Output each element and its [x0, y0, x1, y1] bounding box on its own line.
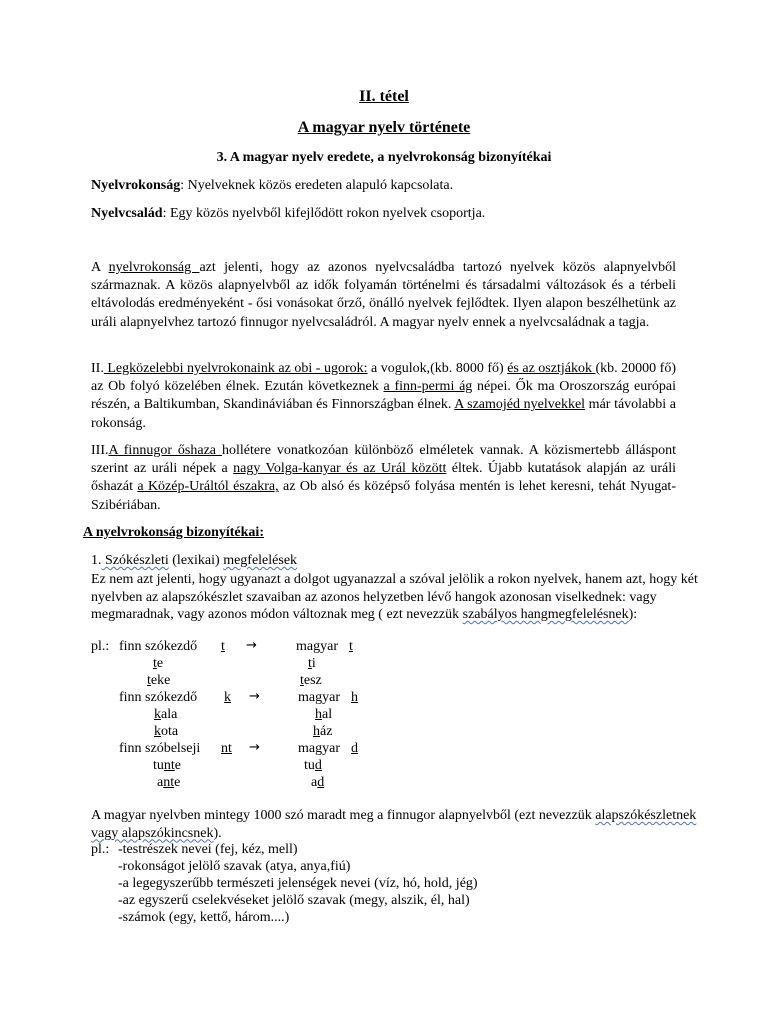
- para2-finn-permi: a finn-permi ág: [383, 379, 473, 395]
- magyar-label: magyar: [298, 690, 340, 705]
- list-item: -a legegyszerűbb természeti jelenségek nevei (víz, hó, hold, jég): [118, 876, 478, 891]
- group-label: finn szóbelseji: [119, 741, 201, 756]
- magyar-example: [304, 757, 322, 774]
- magyar-letter: t: [349, 639, 353, 654]
- group-label: finn szókezdő: [119, 639, 198, 654]
- magyar-example-pre: a: [311, 775, 318, 790]
- finn-example-rest: ota: [161, 724, 179, 739]
- finn-letter: k: [224, 690, 231, 705]
- finn-example-rest: e: [156, 656, 164, 671]
- finn-example-pre: a: [157, 775, 164, 790]
- finn-example: [154, 706, 177, 723]
- para3-text-c: hollétere vonatkozóan különböző elméletek vannak. A közismertebb álláspont szerint az uráli népek a: [91, 443, 676, 477]
- magyar-example-rest: al: [322, 707, 333, 722]
- evidence-text-a: Ez nem azt jelenti, hogy ugyanazt a dolgot ugyanazzal a szóval jelölik a rokon nyelvek, hanem azt, hogy két nyelvben az alapszókészlet szavaiban az azonos helyzetben lévő hangok azonosan viselkednek: vagy megmaradnak, vagy azonos módon változnak meg ( ezt nevezzük: [91, 572, 698, 622]
- magyar-letter: h: [351, 690, 358, 705]
- magyar-example-sound: d: [314, 758, 322, 773]
- magyar-example-sound: t: [308, 656, 312, 671]
- definition-text: : Egy közös nyelvből kifejlődött rokon nyelvek csoportja.: [162, 206, 486, 221]
- list-item: -az egyszerű cselekvéseket jelölő szavak (megy, alszik, él, hal): [118, 893, 470, 908]
- magyar-example-sound: h: [315, 707, 322, 722]
- evidence-title-a: Szókészleti: [101, 553, 169, 568]
- para3-text-a: III.: [91, 443, 109, 458]
- pl-label: pl.:: [91, 639, 110, 654]
- magyar-example-rest: i: [311, 656, 316, 671]
- para3-text-e: éltek. Újabb kutatások alapján az uráli őshazát: [91, 461, 676, 495]
- para2-obi-ugorok: Legközelebbi nyelvrokonaink az obi - ugorok:: [103, 361, 368, 376]
- definition-term: Nyelvrokonság: [91, 178, 181, 193]
- para2-text-i: már távolabbi a rokonság.: [91, 397, 676, 431]
- evidence-title-c: megfelelések: [223, 553, 298, 568]
- group-label: finn szókezdő: [119, 690, 198, 705]
- finn-example-sound: k: [154, 724, 161, 739]
- evidence-text: [91, 571, 711, 624]
- para1-text-c: azt jelenti, hogy az azonos nyelvcsaládba tartozó nyelvek közös alapnyelvből származnak. A közös alapnyelvből az idők folyamán történelmi és társadalmi változások és a térbeli eltávolodás eredményeként - ősi vonásokat őrző, önálló nyelvek fejlődtek. Ilyen alapon beszélhetünk az uráli alapnyelvhez tartozó finnugor nyelvcsaládról. A magyar nyelv ennek a nyelvcsaládnak a tagja.: [91, 260, 676, 330]
- finn-example-rest: e: [174, 775, 181, 790]
- definition-nyelvrokonsag: [91, 177, 453, 194]
- definition-term: Nyelvcsalád: [91, 206, 163, 221]
- para2-text-e: (kb. 20000 fő) az Ob folyó közelében élnek. Ezután következnek: [91, 361, 676, 395]
- summary-alapszokeszlet: alapszókészletnek vagy alapszókincsnek: [91, 808, 697, 841]
- summary-text-c: ).: [213, 825, 222, 841]
- page-subtitle: 3. A magyar nyelv eredete, a nyelvrokonság bizonyítékai: [216, 150, 552, 165]
- magyar-example-sound: t: [300, 673, 304, 688]
- finn-example: [147, 672, 170, 689]
- magyar-example-rest: esz: [303, 673, 322, 688]
- finn-example-sound: nt: [163, 758, 175, 773]
- magyar-example-rest: áz: [320, 724, 333, 739]
- section-heading: A nyelvrokonság bizonyítékai:: [83, 525, 264, 540]
- evidence-hangmegfeleles: szabályos hangmegfelelésnek: [462, 607, 629, 622]
- para3-text-g: az Ob alsó és középső folyása mentén is lehet keresni, tehát Nyugat-Szibériában.: [91, 479, 676, 513]
- summary-text-a: A magyar nyelvben mintegy 1000 szó maradt meg a finnugor alapnyelvből (ezt nevezzük: [91, 808, 596, 823]
- evidence-number: 1.: [91, 553, 102, 568]
- para1-term: nyelvrokonság: [108, 260, 200, 275]
- magyar-label: magyar: [298, 741, 340, 756]
- magyar-example: [300, 672, 322, 689]
- magyar-example-sound: d: [317, 775, 325, 790]
- summary-paragraph: [91, 807, 711, 842]
- magyar-example: [313, 723, 332, 740]
- finn-example-pre: tu: [153, 758, 164, 773]
- definition-text: : Nyelveknek közös eredeten alapuló kapcsolata.: [180, 178, 454, 193]
- finn-example-sound: t: [147, 673, 151, 688]
- magyar-label: magyar: [296, 639, 338, 654]
- para3-kozep-ural: a Közép-Uráltól északra,: [137, 479, 279, 495]
- finn-example: [153, 757, 181, 774]
- finn-letter: t: [221, 639, 225, 654]
- para2-text-c: a vogulok,(kb. 8000 fő): [367, 361, 508, 376]
- magyar-example: [308, 655, 316, 672]
- list-item: -számok (egy, kettő, három....): [118, 910, 290, 925]
- magyar-letter: d: [351, 741, 358, 756]
- list-item: -rokonságot jelölő szavak (atya, anya,fiú): [118, 859, 351, 874]
- chapter-number: II. tétel: [359, 88, 409, 105]
- paragraph-oshaza: [91, 442, 676, 515]
- finn-example-sound: nt: [163, 775, 175, 790]
- magyar-example: [311, 774, 324, 791]
- list-item: -testrészek nevei (fej, kéz, mell): [118, 842, 298, 857]
- finn-example: [153, 655, 163, 672]
- evidence-title: [91, 552, 297, 569]
- para3-volga: nagy Volga-kanyar és az Urál között: [233, 461, 447, 477]
- arrow-icon: →: [249, 689, 260, 704]
- finn-example-rest: ala: [161, 707, 178, 722]
- paragraph-rokonok: [91, 360, 676, 433]
- para2-text-g: népei. Ők ma Oroszország európai részén, a Baltikumban, Skandináviában és Finnországban élnek.: [91, 379, 677, 413]
- para3-oshaza: A finnugor őshaza: [108, 443, 222, 458]
- pl-label: pl.:: [91, 842, 110, 857]
- magyar-example-sound: h: [313, 724, 320, 739]
- arrow-icon: →: [249, 740, 260, 755]
- arrow-icon: →: [246, 638, 257, 653]
- paragraph-nyelvrokonsag: [91, 259, 676, 332]
- finn-example-rest: eke: [150, 673, 171, 688]
- para1-text-a: A: [91, 260, 109, 275]
- finn-example-rest: e: [174, 758, 181, 773]
- finn-example: [154, 723, 178, 740]
- evidence-text-c: ):: [628, 607, 638, 622]
- evidence-title-b: (lexikai): [168, 553, 224, 568]
- page-title: A magyar nyelv története: [297, 119, 471, 136]
- finn-letter: nt: [221, 741, 232, 756]
- para2-osztjakok: és az osztjákok: [507, 361, 596, 376]
- para2-text-a: II.: [91, 361, 104, 376]
- magyar-example-pre: tu: [304, 758, 315, 773]
- finn-example: [157, 774, 180, 791]
- magyar-example: [315, 706, 332, 723]
- finn-example-sound: t: [153, 656, 157, 671]
- definition-nyelvcsalad: [91, 205, 485, 222]
- finn-example-sound: k: [154, 707, 161, 722]
- para2-szamojed: A szamojéd nyelvekkel: [454, 397, 586, 413]
